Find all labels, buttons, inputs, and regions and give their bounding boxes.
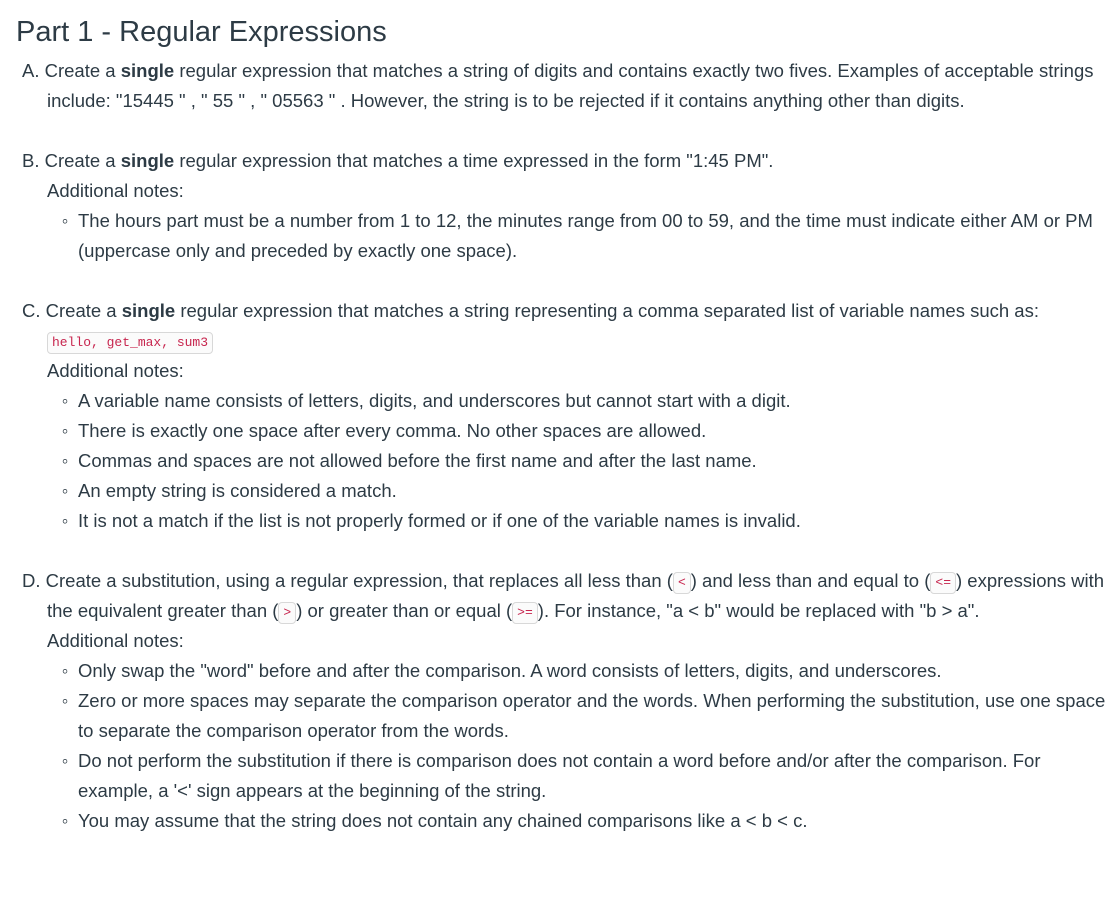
question-b-notes-label: Additional notes: bbox=[47, 180, 184, 201]
list-item bbox=[61, 476, 1113, 506]
note-text: Do not perform the substitution if there is comparison does not contain a word before and/or after the comparison. For example, a '<' sign appears at the beginning of the string. bbox=[78, 750, 1041, 801]
list-item bbox=[61, 686, 1113, 746]
question-c bbox=[16, 296, 1113, 356]
question-b-notes bbox=[16, 206, 1113, 266]
question-d-text: D. Create a substitution, using a regular expression, that replaces all less than ( bbox=[22, 570, 673, 591]
bullet-icon: ◦ bbox=[61, 660, 69, 681]
list-item bbox=[61, 506, 1113, 536]
note-text: It is not a match if the list is not properly formed or if one of the variable names is invalid. bbox=[78, 510, 801, 531]
question-c-prefix: C. Create a bbox=[22, 300, 122, 321]
code-le: <= bbox=[930, 572, 956, 594]
note-text: The hours part must be a number from 1 to 12, the minutes range from 00 to 59, and the time must indicate either AM or PM (uppercase only and preceded by exactly one space). bbox=[78, 210, 1093, 261]
bullet-icon: ◦ bbox=[61, 510, 69, 531]
question-b-text: regular expression that matches a time expressed in the form "1:45 PM". bbox=[174, 150, 774, 171]
note-text: Only swap the "word" before and after the comparison. A word consists of letters, digits, and underscores. bbox=[78, 660, 942, 681]
note-text: An empty string is considered a match. bbox=[78, 480, 397, 501]
code-example: hello, get_max, sum3 bbox=[47, 332, 213, 354]
question-c-text: regular expression that matches a string representing a comma separated list of variable names such as: bbox=[175, 300, 1039, 321]
code-gt: > bbox=[278, 602, 296, 624]
page-title: Part 1 - Regular Expressions bbox=[16, 16, 387, 48]
list-item bbox=[61, 746, 1113, 806]
question-c-notes bbox=[16, 386, 1113, 536]
bullet-icon: ◦ bbox=[61, 390, 69, 411]
question-a-bold: single bbox=[120, 60, 175, 81]
question-c-notes-label: Additional notes: bbox=[47, 360, 184, 381]
bullet-icon: ◦ bbox=[61, 810, 69, 831]
question-c-bold: single bbox=[121, 300, 176, 321]
list-item bbox=[61, 656, 1113, 686]
list-item bbox=[61, 206, 1113, 266]
question-d-text: ) and less than and equal to ( bbox=[690, 570, 931, 591]
list-item bbox=[61, 416, 1113, 446]
question-a bbox=[16, 56, 1113, 116]
bullet-icon: ◦ bbox=[61, 480, 69, 501]
code-ge: >= bbox=[512, 602, 538, 624]
bullet-icon: ◦ bbox=[61, 420, 69, 441]
question-d bbox=[16, 566, 1113, 626]
code-lt: < bbox=[673, 572, 691, 594]
bullet-icon: ◦ bbox=[61, 450, 69, 471]
note-text: A variable name consists of letters, digits, and underscores but cannot start with a digit. bbox=[78, 390, 791, 411]
question-d-notes bbox=[16, 656, 1113, 836]
list-item bbox=[61, 446, 1113, 476]
bullet-icon: ◦ bbox=[61, 750, 69, 771]
list-item bbox=[61, 806, 1113, 836]
note-text: Zero or more spaces may separate the comparison operator and the words. When performing the substitution, use one space to separate the comparison operator from the words. bbox=[78, 690, 1106, 741]
bullet-icon: ◦ bbox=[61, 690, 69, 711]
question-d-text: ) expressions with the equivalent greater than ( bbox=[47, 570, 1105, 621]
question-b bbox=[16, 146, 1113, 176]
list-item bbox=[61, 386, 1113, 416]
question-b-prefix: B. Create a bbox=[22, 150, 121, 171]
note-text: Commas and spaces are not allowed before the first name and after the last name. bbox=[78, 450, 757, 471]
note-text: You may assume that the string does not contain any chained comparisons like a < b < c. bbox=[78, 810, 808, 831]
bullet-icon: ◦ bbox=[61, 210, 69, 231]
note-text: There is exactly one space after every comma. No other spaces are allowed. bbox=[78, 420, 707, 441]
question-d-notes-label: Additional notes: bbox=[47, 630, 184, 651]
question-a-prefix: A. Create a bbox=[22, 60, 121, 81]
question-d-text: ). For instance, "a < b" would be replaced with "b > a". bbox=[537, 600, 980, 621]
question-d-text: ) or greater than or equal ( bbox=[296, 600, 513, 621]
question-a-text: regular expression that matches a string of digits and contains exactly two fives. Examples of acceptable strings include: "15445 " , " 55 " , " 05563 " . However, the string is to be rejected if it contains anything other than digits. bbox=[47, 60, 1094, 111]
question-b-bold: single bbox=[120, 150, 175, 171]
